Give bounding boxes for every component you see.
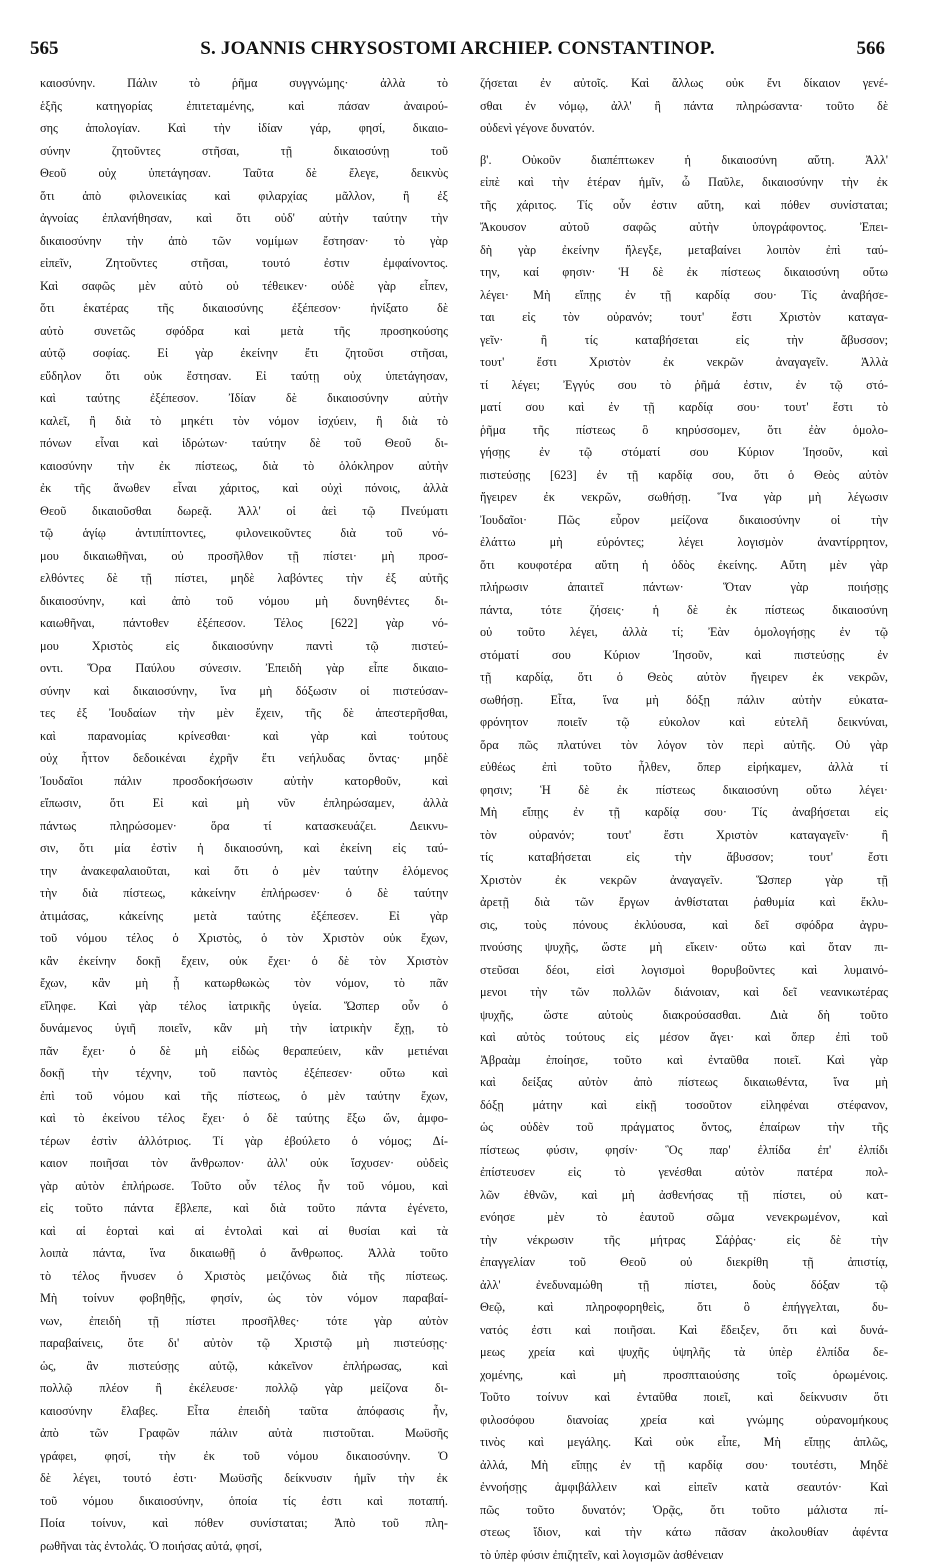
text-line: ζήσεται ἐν αὐτοῖς. Καὶ ἄλλως οὐκ ἔνι δίκαιον γενέ- bbox=[480, 72, 888, 95]
text-line: νων, ἐπειδὴ τῇ πίστει προσῆλθες· τότε γὰρ αὐτὸν bbox=[40, 1310, 448, 1333]
text-line: ρωθῆναι τὰς ἐντολάς. Ὁ ποιήσας αὐτά, φησί, bbox=[40, 1535, 448, 1558]
text-line: δόξῃ μάτην καὶ εἰκῇ τοσοῦτον εἰληφέναι στέφανον, bbox=[480, 1094, 888, 1117]
text-line: Τοῦτο τοίνυν καὶ ἐνταῦθα ποιεῖ, καὶ δείκνυσιν ὅτι bbox=[480, 1386, 888, 1409]
text-line: γὰρ αὐτὸν ἐπλήρωσε. Τοῦτο οὖν τέλος ἦν τοῦ νόμου, καὶ bbox=[40, 1175, 448, 1198]
text-line: ἀπὸ τῶν Γραφῶν πάλιν αὐτὰ πιστοῦται. Μωϋσῆς bbox=[40, 1422, 448, 1445]
text-line: πίστεως φύσιν, φησίν· Ὃς παρ' ἐλπίδα ἐπ' ἐλπίδι bbox=[480, 1139, 888, 1162]
text-line: δικαιοσύνην, καὶ ἀπὸ τοῦ νόμου μὴ δυνηθέντες δι- bbox=[40, 590, 448, 613]
text-line: χομένης, καὶ μὴ προσπταιούσης τοῖς ὁρωμένοις. bbox=[480, 1364, 888, 1387]
text-line: ελθόντες δὲ τῇ πίστει, μηδὲ λαβόντες τὴν ἐξ αὐτῆς bbox=[40, 567, 448, 590]
text-line: Ποία τοίνυν, καὶ πόθεν συνίσταται; Ἀπὸ τοῦ πλη- bbox=[40, 1512, 448, 1535]
text-line: τὸ τέλος ἤνυσεν ὁ Χριστὸς μειζόνως διὰ τῆς πίστεως. bbox=[40, 1265, 448, 1288]
text-line: ἐννοήσῃς ἀμφιβάλλειν καὶ εἰπεῖν κατὰ σεαυτόν· Καὶ bbox=[480, 1476, 888, 1499]
text-line: ἔχων, κἂν μὴ ᾖ κατωρθωκὼς τὸν νόμον, τὸ πᾶν bbox=[40, 972, 448, 995]
text-line: φρόνητον ποιεῖν τῷ εὐκολον καὶ εὐτελῆ δεικνύναι, bbox=[480, 711, 888, 734]
text-line: σης ἀπολογίαν. Καὶ τὴν ἰδίαν γάρ, φησί, δικαιο- bbox=[40, 117, 448, 140]
text-line: Μὴ εἴπῃς ἐν τῇ καρδίᾳ σου· Τίς ἀναβήσεται εἰς bbox=[480, 801, 888, 824]
text-line: λοιπὰ πάντα, ἵνα δικαιωθῇ ὁ ἄνθρωπος. Ἀλλὰ τοῦτο bbox=[40, 1242, 448, 1265]
text-line: ψυχῆς, ὥστε αὐτοὺς διακρούσασθαι. Διὰ δὴ τοῦτο bbox=[480, 1004, 888, 1027]
text-line: εἰπὲ καὶ τὴν ἑτέραν ἡμῖν, ὦ Παῦλε, δικαιοσύνην τὴν ἐκ bbox=[480, 171, 888, 194]
text-line: σις, τοὺς πόνους ἐκλύουσα, καὶ δεῖ σφόδρα ἀγρυ- bbox=[480, 914, 888, 937]
text-line: τοῦ νόμου δικαιοσύνην, ὁποία τίς ἐστι καὶ ποταπή. bbox=[40, 1490, 448, 1513]
text-line: τῇ καρδίᾳ, ὅτι ὁ Θεὸς αὐτὸν ἤγειρεν ἐκ νεκρῶν, bbox=[480, 666, 888, 689]
text-line: την, καί φησιν· Ἡ δὲ ἐκ πίστεως δικαιοσύνη οὕτω bbox=[480, 261, 888, 284]
text-line: φησιν; Ἡ δὲ ἐκ πίστεως δικαιοσύνη οὕτω λέγει· bbox=[480, 779, 888, 802]
text-line: οὐ τοῦτο λέγει, ἀλλὰ τί; Ἐὰν ὁμολογήσῃς ἐν τῷ bbox=[480, 621, 888, 644]
text-line: αὐτὸ συνετῶς σφόδρα καὶ μετὰ τῆς προσηκούσης bbox=[40, 320, 448, 343]
text-line: εἰς τοῦτο πάντα ἔβλεπε, καὶ διὰ τοῦτο πάντα ἐγένετο, bbox=[40, 1197, 448, 1220]
text-line: ὅτι κουφοτέρα αὕτη ἡ ὁδὸς ἐκείνης. Αὕτη μὲν γὰρ bbox=[480, 554, 888, 577]
text-line: νατός ἐστι καὶ ποιῆσαι. Καὶ ἔδειξεν, ὅτι καὶ δυνά- bbox=[480, 1319, 888, 1342]
text-line: παραβαίνεις, ὅτε δι' αὐτὸν τῷ Χριστῷ μὴ πιστεύσῃς· bbox=[40, 1332, 448, 1355]
text-line: ἀλλά, Μὴ εἴπῃς ἐν τῇ καρδίᾳ σου· τουτέστι, Μηδὲ bbox=[480, 1454, 888, 1477]
text-line: καιον ποιῆσαι τὸν ἄνθρωπον· ἀλλ' οὐκ ἴσχυσεν· οὐδεὶς bbox=[40, 1152, 448, 1175]
text-line: καιωθῆναι, πάντοθεν ἐξέπεσον. Τέλος [622] γὰρ νό- bbox=[40, 612, 448, 635]
text-line: μεως χρεία καὶ ψυχῆς ὑψηλῆς τὰ ὑπὲρ ἐλπίδα δε- bbox=[480, 1341, 888, 1364]
text-line: σθαι ἐν νόμῳ, ἀλλ' ἢ πάντα πληρώσαντα· τοῦτο δὲ bbox=[480, 95, 888, 118]
text-line: στεως ἴδιον, καὶ τὴν κάτω πᾶσαν ἀκολουθίαν ἀφέντα bbox=[480, 1521, 888, 1544]
text-line bbox=[480, 140, 888, 149]
text-line: καὶ αὐτὸς τούτους εἰς μέσον ἄγει· καὶ ὅπερ ἐπὶ τοῦ bbox=[480, 1026, 888, 1049]
text-line: δὲ λέγει, τουτό ἐστι· Μωϋσῆς δείκνυσιν ἡμῖν τὴν ἐκ bbox=[40, 1467, 448, 1490]
text-line: μενοι τὴν τῶν πολλῶν διάνοιαν, καὶ δεῖ νεανικωτέρας bbox=[480, 981, 888, 1004]
left-page-number: 565 bbox=[30, 38, 59, 60]
text-line: ὅρα πῶς πλατύνει τὸν λόγον τὸν περὶ αὐτῆς. Οὐ γὰρ bbox=[480, 734, 888, 757]
left-text-column bbox=[40, 72, 448, 1530]
text-line: μου Χριστὸς εἰς δικαιοσύνην παντὶ τῷ πιστεύ- bbox=[40, 635, 448, 658]
text-line: πολλῷ πλέον ἢ ἐκέλευσε· πολλῷ γὰρ μείζονα δι- bbox=[40, 1377, 448, 1400]
text-line: τὴν νέκρωσιν τῆς μήτρας Σάῤῥας· εἰς δὲ τὴν bbox=[480, 1229, 888, 1252]
text-line: καὶ τὸ ἐκείνου τέλος ἔχει· ὁ δὲ ταύτης ἔξω ὤν, ἀμφο- bbox=[40, 1107, 448, 1130]
text-line: Θεῷ, καὶ πληροφορηθεὶς, ὅτι ὃ ἐπήγγελται, δυ- bbox=[480, 1296, 888, 1319]
text-line: καὶ δείξας αὐτὸν ἀπὸ πίστεως δικαιωθέντα, ἵνα μὴ bbox=[480, 1071, 888, 1094]
text-line: πιστεύσῃς [623] ἐν τῇ καρδίᾳ σου, ὅτι ὁ Θεὸς αὐτὸν bbox=[480, 464, 888, 487]
text-line: δὴ γὰρ ἐκείνην ἤλεγξε, μεταβαίνει λοιπὸν ἐπὶ ταύ- bbox=[480, 239, 888, 262]
text-line: κἂν ἐκείνην δοκῇ ἔχειν, οὐκ ἔχει· ὁ δὲ τὸν Χριστὸν bbox=[40, 950, 448, 973]
text-line: μου δικαιωθῆναι, οὐ προσῆλθον τῇ πίστει· μὴ προσ- bbox=[40, 545, 448, 568]
text-line: καλεῖ, ἢ διὰ τὸ μηκέτι τὸν νόμον ἰσχύειν, ἢ διὰ τὸ bbox=[40, 410, 448, 433]
text-line: σύνην καὶ δικαιοσύνην, ἵνα μὴ δόξωσιν οἱ πιστεύσαν- bbox=[40, 680, 448, 703]
text-line: τὴν διὰ πίστεως, κἀκείνην ἐπλήρωσεν· ὁ δὲ ταύτην bbox=[40, 882, 448, 905]
text-line: ἐπίστευσεν εἰς τὸ γενέσθαι αὐτὸν πατέρα πολ- bbox=[480, 1161, 888, 1184]
text-line: γεῖν· ἢ τίς καταβήσεται εἰς τὴν ἄβυσσον; bbox=[480, 329, 888, 352]
text-line: Μὴ τοίνυν φοβηθῇς, φησίν, ὡς τὸν νόμον παραβαί- bbox=[40, 1287, 448, 1310]
text-line: πῶς τοῦτο δυνατόν; Ὁρᾷς, ὅτι τοῦτο μάλιστα πί- bbox=[480, 1499, 888, 1522]
page-header bbox=[30, 36, 885, 62]
text-line: ἀτιμάσας, κἀκείνης μετὰ ταύτης ἐξέπεσεν. Εἰ γὰρ bbox=[40, 905, 448, 928]
text-line: ὅτι ἑκατέρας τῆς δικαιοσύνης ἐξέπεσον· ἠνίξατο δὲ bbox=[40, 297, 448, 320]
text-line: ενόησε μὲν τὸ ἑαυτοῦ σῶμα νενεκρωμένον, καὶ bbox=[480, 1206, 888, 1229]
text-line: ματί σου καὶ ἐν τῇ καρδίᾳ σου· τουτ' ἔστι τὸ bbox=[480, 396, 888, 419]
text-line: αὐτῷ σοφίας. Εἰ γὰρ ἐκείνην ἔτι ζητοῦσι στῆσαι, bbox=[40, 342, 448, 365]
text-line: εὐθέως ἐπὶ τοῦτο ἦλθεν, ὅπερ εἰρήκαμεν, ἀλλὰ τί bbox=[480, 756, 888, 779]
text-line: λῶν ἐθνῶν, καὶ μὴ ἀσθενήσας τῇ πίστει, οὐ κατ- bbox=[480, 1184, 888, 1207]
text-line: β'. Οὐκοῦν διαπέπτωκεν ἡ δικαιοσύνη αὕτη. Ἀλλ' bbox=[480, 149, 888, 172]
text-line: τίς καταβήσεται εἰς τὴν ἄβυσσον; τουτ' ἔστι bbox=[480, 846, 888, 869]
text-line: τῆς χάριτος. Τίς οὖν ἐστιν αὕτη, καὶ πόθεν συνίσταται; bbox=[480, 194, 888, 217]
right-page-number: 566 bbox=[857, 38, 886, 60]
text-line: τέρων ἐστὶν ἀλλότριος. Τί γὰρ ἐβούλετο ὁ νόμος; Δί- bbox=[40, 1130, 448, 1153]
running-title: S. JOANNIS CHRYSOSTOMI ARCHIEP. CONSTANTINOP. bbox=[200, 38, 715, 60]
text-line: τοῦ νόμου τέλος ὁ Χριστὸς, ὁ τὸν Χριστὸν οὐκ ἔχων, bbox=[40, 927, 448, 950]
text-line: σιν, ὅτι μία ἐστὶν ἡ δικαιοσύνη, καὶ ἐκείνη εἰς ταύ- bbox=[40, 837, 448, 860]
text-line: Ἰουδαῖοι πάλιν προσδοκήσωσιν αὐτὴν κατορθοῦν, καὶ bbox=[40, 770, 448, 793]
text-line: δικαιοσύνην τὴν ἀπὸ τῶν νομίμων ἔστησαν· τὸ γὰρ bbox=[40, 230, 448, 253]
text-line: ται εἰς τὸν οὐρανόν; τουτ' ἔστι Χριστὸν καταγα- bbox=[480, 306, 888, 329]
text-line: Θεοῦ οὐχ ὑπετάγησαν. Ταῦτα δὲ ἔλεγε, δεικνὺς bbox=[40, 162, 448, 185]
text-line: ῥῆμα τῆς πίστεως ὃ κηρύσσομεν, ὅτι ἐὰν ὁμολο- bbox=[480, 419, 888, 442]
text-line: πᾶν ἔχει· ὁ δὲ μὴ εἰδὼς θεραπεύειν, κἂν μετιέναι bbox=[40, 1040, 448, 1063]
text-line: οντι. Ὅρα Παύλου σύνεσιν. Ἐπειδὴ γὰρ εἶπε δικαιο- bbox=[40, 657, 448, 680]
right-text-column bbox=[480, 72, 888, 1530]
text-line: καὶ παρανομίας κρίνεσθαι· καὶ γὰρ καὶ τούτους bbox=[40, 725, 448, 748]
text-line: ὡς οὐδὲν τοῦ πράγματος ὄντος, ἐπαίρων τὴν τῆς bbox=[480, 1116, 888, 1139]
text-line: ἑξῆς κατηγορίας ἐπιτεταμένης, καὶ πάσαν ἀναιρού- bbox=[40, 95, 448, 118]
text-line: πλήρωσιν ἀπαιτεῖ πάντων· Ὅταν γὰρ ποιήσῃς bbox=[480, 576, 888, 599]
text-line: οὐχ ἧττον δεδοικέναι ἐχρῆν ἔτι νεήλυδας ὄντας· μηδὲ bbox=[40, 747, 448, 770]
text-line: καιοσύνην ἔλαβες. Εἶτα ἐπειδὴ ταῦτα ἀπόφασις ἦν, bbox=[40, 1400, 448, 1423]
text-line: την ἀνακεφαλαιοῦται, καὶ ὅτι ὁ μὲν ταύτην ἑλόμενος bbox=[40, 860, 448, 883]
text-line: τῷ ἁγίῳ ἀντιπίπτοντες, φιλονεικοῦντες διὰ τοῦ νό- bbox=[40, 522, 448, 545]
text-line: πάντως πληρώσομεν· ὅρα τί κατασκευάζει. Δεικνυ- bbox=[40, 815, 448, 838]
text-line: ἀλλ' ἐνεδυναμώθη τῇ πίστει, δοὺς δόξαν τῷ bbox=[480, 1274, 888, 1297]
text-line: ἀγνοίας ἐπλανήθησαν, καὶ ὅτι οὐδ' αὐτὴν ταύτην τὴν bbox=[40, 207, 448, 230]
text-line: τί λέγει; Ἐγγύς σου τὸ ῥῆμά ἐστιν, ἐν τῷ στό- bbox=[480, 374, 888, 397]
text-line: πνούσης ψυχῆς, ὥστε μὴ εἴκειν· οὕτω καὶ ὅταν πι- bbox=[480, 936, 888, 959]
text-line: στεῦσαι δέοι, εἰσὶ λογισμοὶ θορυβοῦντες καὶ λυμαινό- bbox=[480, 959, 888, 982]
text-line: εἴπωσιν, ὅτι Εἰ καὶ μὴ νῦν ἐπληρώσαμεν, ἀλλὰ bbox=[40, 792, 448, 815]
text-line: Ἀβραὰμ ἐποίησε, τοῦτο καὶ ἐνταῦθα ποιεῖ. Καὶ γὰρ bbox=[480, 1049, 888, 1072]
text-line: ἐλάττω μὴ εὑρόντες; λέγει λογισμὸν ἀναντίρρητον, bbox=[480, 531, 888, 554]
text-line: στόματί σου Κύριον Ἰησοῦν, καὶ πιστεύσῃς ἐν bbox=[480, 644, 888, 667]
text-line: οὐδενὶ γέγονε δυνατόν. bbox=[480, 117, 888, 140]
text-line: δοκῇ τὴν τέχνην, τοῦ παντὸς ἐξέπεσεν· οὕτω καὶ bbox=[40, 1062, 448, 1085]
text-line: γράφει, φησί, τὴν ἐκ τοῦ νόμου δικαιοσύνην. Ὁ bbox=[40, 1445, 448, 1468]
text-line: καὶ αἱ ἑορταὶ καὶ αἱ ἐντολαὶ καὶ αἱ θυσίαι καὶ τὰ bbox=[40, 1220, 448, 1243]
text-line: σύνην ζητοῦντες στῆσαι, τῇ δικαιοσύνῃ τοῦ bbox=[40, 140, 448, 163]
text-line: ὡς, ἂν πιστεύσῃς αὐτῷ, κἀκεῖνον ἐπλήρωσας, καὶ bbox=[40, 1355, 448, 1378]
text-line: ἐκ τῆς ἄνωθεν εἶναι χάριτος, καὶ οὐχὶ πόνοις, ἀλλὰ bbox=[40, 477, 448, 500]
text-line: ὅτι ἀπὸ φιλονεικίας καὶ φιλαρχίας μᾶλλον, ἢ ἐξ bbox=[40, 185, 448, 208]
text-line: Χριστὸν ἐκ νεκρῶν ἀναγαγεῖν. Ὥσπερ γὰρ τῇ bbox=[480, 869, 888, 892]
text-line: φιλοσόφου διανοίας χρεία καὶ γνώμης οὐρανομήκους bbox=[480, 1409, 888, 1432]
text-line: ἀρετῇ διὰ τῶν ἔργων ἀνθίσταται ῥαθυμία καὶ ἔκλυ- bbox=[480, 891, 888, 914]
text-line: δυνάμενος ὑγιῆ ποιεῖν, κἂν μὴ τὴν ἰατρικὴν ἔχῃ, τὸ bbox=[40, 1017, 448, 1040]
text-line: σωθήσῃ. Εἶτα, ἵνα μὴ δόξῃ πάλιν αὐτὴν εὐκατα- bbox=[480, 689, 888, 712]
text-line: τὸ ὑπὲρ φύσιν ἐπιζητεῖν, καὶ λογισμῶν ἀσθένειαν bbox=[480, 1544, 888, 1566]
text-line: Ἰουδαῖοι· Πῶς εὗρον μείζονα δικαιοσύνην οἱ τὴν bbox=[480, 509, 888, 532]
text-line: ἤγειρεν ἐκ νεκρῶν, σωθήσῃ. Ἵνα γὰρ μὴ λέγωσιν bbox=[480, 486, 888, 509]
text-line: τες ἐξ Ἰουδαίων τὴν μὲν ἔχειν, τῆς δὲ ἀπεστερῆσθαι, bbox=[40, 702, 448, 725]
text-line: πάντα, τότε ζήσεις· ἡ δὲ ἐκ πίστεως δικαιοσύνη bbox=[480, 599, 888, 622]
text-line: Θεοῦ δικαιοῦσθαι δωρεᾷ. Ἀλλ' οἱ ἀεὶ τῷ Πνεύματι bbox=[40, 500, 448, 523]
text-line: εἴληφε. Καὶ γὰρ τέλος ἰατρικῆς ὑγεία. Ὥσπερ οὖν ὁ bbox=[40, 995, 448, 1018]
text-line: εἰπεῖν, Ζητοῦντες στῆσαι, τουτό ἐστιν ἐμφαίνοντος. bbox=[40, 252, 448, 275]
text-line: Ἄκουσον αὐτοῦ σαφῶς αὐτὴν ὑπογράφοντος. Ἐπει- bbox=[480, 216, 888, 239]
text-line: καιοσύνην. Πάλιν τὸ ῥῆμα συγγνώμης· ἀλλὰ τὸ bbox=[40, 72, 448, 95]
text-line: ἐπαγγελίαν τοῦ Θεοῦ οὐ διεκρίθη τῇ ἀπιστίᾳ, bbox=[480, 1251, 888, 1274]
text-line: καιοσύνην τὴν ἐκ πίστεως, διὰ τὸ ὁλόκληρον αὐτὴν bbox=[40, 455, 448, 478]
text-line: γήσῃς ἐν τῷ στόματί σου Κύριον Ἰησοῦν, καὶ bbox=[480, 441, 888, 464]
text-line: ἐπὶ τοῦ νόμου καὶ τῆς πίστεως, ὁ μὲν ταύτην ἔχων, bbox=[40, 1085, 448, 1108]
text-line: πόνων εἶναι καὶ ἱδρώτων· ταύτην δὲ τοῦ Θεοῦ δι- bbox=[40, 432, 448, 455]
text-line: τινὸς καὶ μεγάλης. Καὶ οὐκ εἶπε, Μὴ εἴπῃς ἁπλῶς, bbox=[480, 1431, 888, 1454]
text-line: τουτ' ἔστι Χριστὸν ἐκ νεκρῶν ἀναγαγεῖν. Ἀλλὰ bbox=[480, 351, 888, 374]
text-line: εὔδηλον ὅτι οὐκ ἔστησαν. Εἰ ταύτῃ οὐχ ὑπετάγησαν, bbox=[40, 365, 448, 388]
text-line: Καὶ σαφῶς μὲν αὐτὸ οὐ τέθεικεν· οὐδὲ γὰρ εἶπεν, bbox=[40, 275, 448, 298]
text-line: καὶ ταύτης ἐξέπεσον. Ἰδίαν δὲ δικαιοσύνην αὐτὴν bbox=[40, 387, 448, 410]
text-line: λέγει· Μὴ εἴπῃς ἐν τῇ καρδίᾳ σου· Τίς ἀναβήσε- bbox=[480, 284, 888, 307]
text-line: τὸν οὐρανόν; τουτ' ἔστι Χριστὸν καταγαγεῖν· ἢ bbox=[480, 824, 888, 847]
